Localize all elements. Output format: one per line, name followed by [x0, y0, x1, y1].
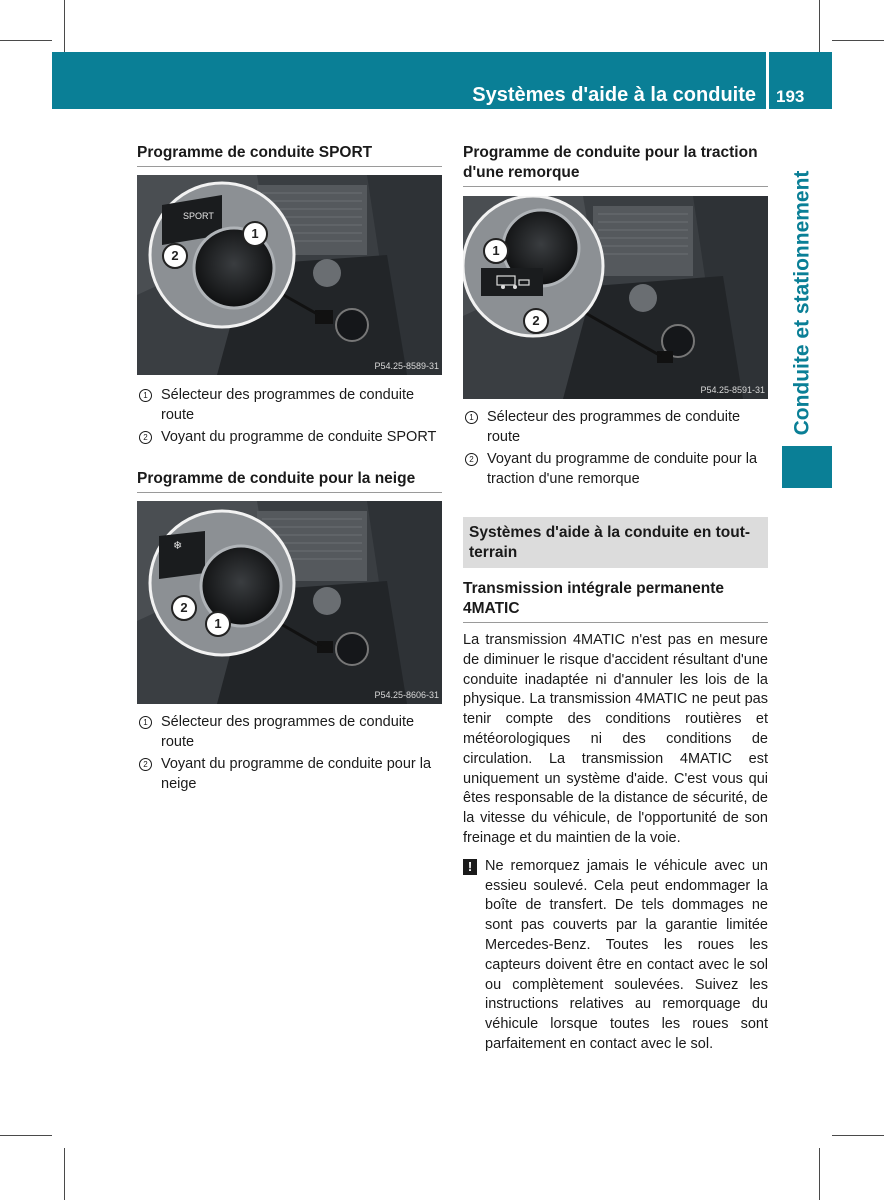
- callout-2: 2: [162, 243, 188, 269]
- callout-1: 1: [483, 238, 509, 264]
- left-column-neige: [137, 469, 442, 796]
- legend-text: Voyant du programme de conduite SPORT: [161, 429, 437, 445]
- left-column: [137, 143, 442, 449]
- legend-text: Sélecteur des programmes de conduite route: [161, 387, 415, 423]
- legend-remorque: [463, 407, 768, 489]
- list-item: [137, 712, 442, 752]
- crop-mark: [832, 40, 884, 41]
- section-title: Systèmes d'aide à la conduite en tout-terrain: [469, 524, 751, 561]
- legend-text: Voyant du programme de conduite pour la neige: [161, 756, 432, 792]
- page-number: 193: [776, 87, 805, 106]
- heading-neige: Programme de conduite pour la neige: [137, 469, 442, 493]
- figure-sport-illustration: [137, 175, 442, 375]
- legend-sport: [137, 385, 442, 447]
- warning-icon: !: [463, 859, 477, 875]
- crop-mark: [0, 40, 52, 41]
- crop-mark: [832, 1135, 884, 1136]
- legend-number: 1: [139, 389, 152, 402]
- right-column-offroad: [463, 517, 768, 1055]
- legend-text: Sélecteur des programmes de conduite route: [487, 409, 741, 445]
- figure-neige: [137, 501, 442, 704]
- figure-code: P54.25-8606-31: [374, 690, 439, 700]
- figure-remorque: [463, 196, 768, 399]
- svg-text:❄: ❄: [173, 539, 183, 552]
- figure-remorque-illustration: [463, 196, 768, 399]
- callout-1: 1: [205, 611, 231, 637]
- callout-2: 2: [523, 308, 549, 334]
- section-title-box: [463, 517, 768, 568]
- list-item: [463, 449, 768, 489]
- legend-neige: [137, 712, 442, 794]
- figure-sport: [137, 175, 442, 375]
- callout-1: 1: [242, 221, 268, 247]
- legend-number: 1: [139, 716, 152, 729]
- callout-2: 2: [171, 595, 197, 621]
- header-separator: [766, 52, 769, 109]
- crop-mark: [64, 0, 65, 52]
- warning-text: Ne remorquez jamais le véhicule avec un essieu soulevé. Cela peut endommager la boîte de transfert. De tels dommages ne sont pas couverts par la garantie limitée Mercedes-Benz. Toutes les roues les capteurs doivent être en contact avec le sol ou complètement soulevées. Suivez les instructions relatives au remorquage du véhicule lorsque toutes les roues sont parfaitement en contact avec le sol.: [485, 857, 768, 1052]
- chapter-marker: [782, 446, 832, 488]
- crop-mark: [819, 1148, 820, 1200]
- body-paragraph: La transmission 4MATIC n'est pas en mesure de diminuer le risque d'accident résultant d'une conduite inadaptée ni d'annuler les lois de la physique. La transmission 4MATIC ne peut pas tenir compte des conditions routières et météorologiques ni des conditions de circulation. La transmission 4MATIC est uniquement un système d'aide. C'est vous qui êtes responsable de la distance de sécurité, de la vitesse du véhicule, de l'opportunité de son freinage et du maintien de la voie.: [463, 632, 768, 846]
- figure-code: P54.25-8589-31: [374, 361, 439, 371]
- legend-text: Sélecteur des programmes de conduite route: [161, 714, 415, 750]
- page-title: Systèmes d'aide à la conduite: [472, 84, 756, 106]
- warning-block: [463, 857, 768, 1055]
- legend-text: Voyant du programme de conduite pour la traction d'une remorque: [487, 451, 758, 487]
- crop-mark: [64, 1148, 65, 1200]
- subheading-4matic: Transmission intégrale permanente 4MATIC: [463, 579, 768, 623]
- heading-remorque: Programme de conduite pour la traction d'une remorque: [463, 143, 768, 187]
- figure-code: P54.25-8591-31: [700, 385, 765, 395]
- crop-mark: [819, 0, 820, 52]
- list-item: [463, 407, 768, 447]
- sport-badge: SPORT: [183, 211, 214, 221]
- crop-mark: [0, 1135, 52, 1136]
- chapter-tab-label: Conduite et stationnement: [790, 170, 813, 436]
- legend-number: 2: [465, 453, 478, 466]
- chapter-tab: [782, 168, 822, 438]
- list-item: [137, 427, 442, 447]
- list-item: [137, 385, 442, 425]
- legend-number: 2: [139, 431, 152, 444]
- legend-number: 1: [465, 411, 478, 424]
- list-item: [137, 754, 442, 794]
- right-column: [463, 143, 768, 491]
- legend-number: 2: [139, 758, 152, 771]
- heading-sport: Programme de conduite SPORT: [137, 143, 442, 167]
